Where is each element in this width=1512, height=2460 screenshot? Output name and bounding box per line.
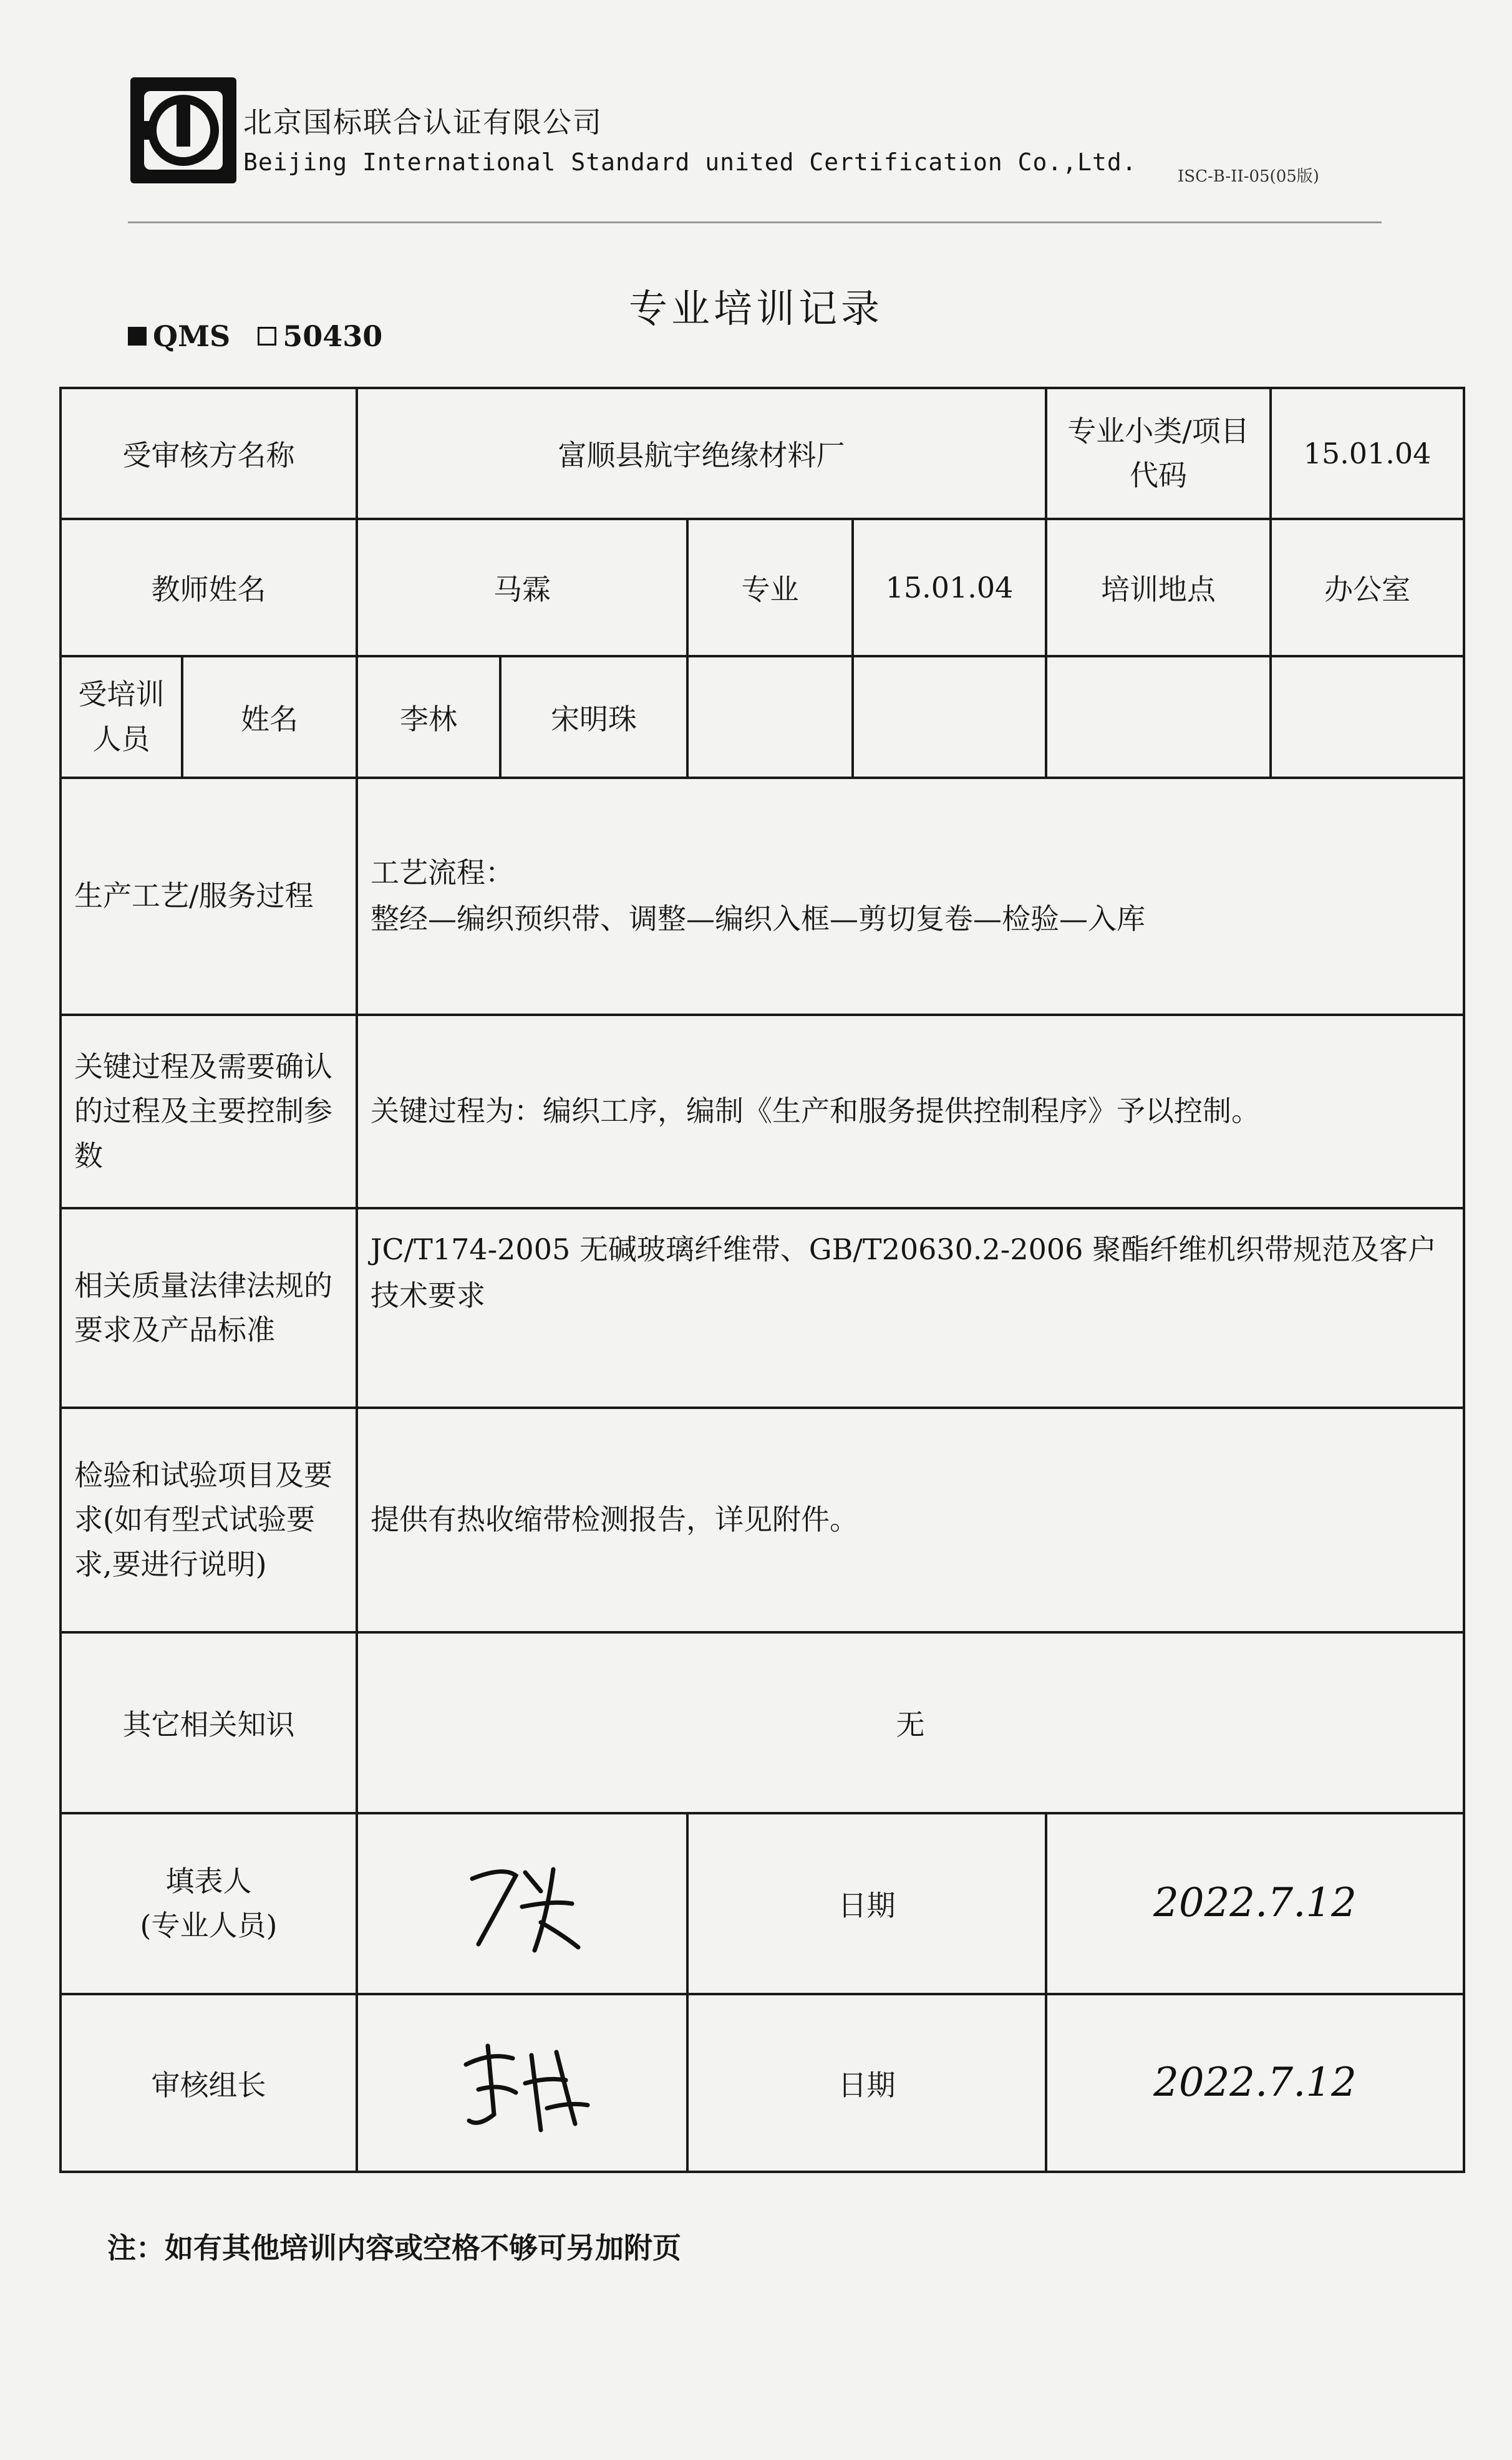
row-other — [61, 1632, 1464, 1813]
training-record-table — [59, 387, 1465, 2173]
row-process — [61, 778, 1464, 1015]
handwritten-signature-icon — [441, 2021, 603, 2146]
company-name-cn: 北京国标联合认证有限公司 — [243, 105, 603, 139]
key-process-value: 关键过程为：编织工序，编制《生产和服务提供控制程序》予以控制。 — [357, 1015, 1464, 1208]
date-value-1-cell — [1046, 1813, 1464, 1994]
other-knowledge-value: 无 — [357, 1632, 1464, 1813]
date-label-1: 日期 — [687, 1813, 1046, 1994]
row-leader — [61, 1994, 1464, 2172]
handwritten-date-1 — [1149, 1841, 1361, 1966]
trainee-2: 宋明珠 — [500, 656, 687, 778]
form-code: ISC-B-II-05(05版) — [1178, 167, 1319, 186]
row-teacher — [61, 519, 1464, 656]
handwritten-date-2 — [1149, 2021, 1361, 2146]
process-label: 生产工艺/服务过程 — [61, 778, 357, 1015]
filler-signature — [357, 1813, 687, 1994]
qms-checkbox — [128, 327, 147, 346]
name-label: 姓名 — [182, 656, 357, 778]
trainee-1: 李林 — [357, 656, 500, 778]
process-line-1: 工艺流程： — [371, 856, 514, 890]
filler-label — [61, 1813, 357, 1994]
row-laws — [61, 1208, 1464, 1408]
trainee-empty-3 — [1046, 656, 1271, 778]
laws-label: 相关质量法律法规的要求及产品标准 — [61, 1208, 357, 1408]
category-label: 专业小类/项目代码 — [1046, 388, 1271, 519]
company-logo — [128, 75, 239, 186]
key-process-label: 关键过程及需要确认的过程及主要控制参数 — [61, 1015, 357, 1208]
row-auditee — [61, 388, 1464, 519]
date-value-2: 2022.7.12 — [1153, 2059, 1357, 2106]
filler-label-line-1: 填表人 — [165, 1864, 252, 1898]
row-inspection — [61, 1408, 1464, 1632]
auditee-label: 受审核方名称 — [61, 388, 357, 519]
laws-value: JC/T174-2005 无碱玻璃纤维带、GB/T20630.2-2006 聚酯纤维机织带规范及客户技术要求 — [357, 1208, 1464, 1408]
major-value: 15.01.04 — [853, 519, 1046, 656]
50430-checkbox — [258, 327, 276, 346]
date-value-1: 2022.7.12 — [1153, 1880, 1357, 1926]
category-value: 15.01.04 — [1271, 388, 1464, 519]
row-key-process — [61, 1015, 1464, 1208]
location-value: 办公室 — [1271, 519, 1464, 656]
trainee-label: 受培训人员 — [61, 656, 182, 778]
row-filler — [61, 1813, 1464, 1994]
date-label-2: 日期 — [687, 1994, 1046, 2172]
process-value — [357, 778, 1464, 1015]
trainee-empty-2 — [853, 656, 1046, 778]
50430-label: 50430 — [283, 319, 383, 353]
inspection-label: 检验和试验项目及要求(如有型式试验要求,要进行说明) — [61, 1408, 357, 1632]
leader-label: 审核组长 — [61, 1994, 357, 2172]
teacher-value: 马霖 — [357, 519, 687, 656]
major-label: 专业 — [687, 519, 853, 656]
trainee-empty-1 — [687, 656, 853, 778]
qms-label: QMS — [153, 319, 231, 353]
inspection-value: 提供有热收缩带检测报告，详见附件。 — [357, 1408, 1464, 1632]
other-knowledge-label: 其它相关知识 — [61, 1632, 357, 1813]
location-label: 培训地点 — [1046, 519, 1271, 656]
document-title: 专业培训记录 — [628, 286, 883, 331]
company-name-en: Beijing International Standard united Certification Co.,Ltd. — [243, 148, 1137, 176]
footer-note: 注：如有其他培训内容或空格不够可另加附页 — [107, 2231, 681, 2265]
auditee-value: 富顺县航宇绝缘材料厂 — [357, 388, 1046, 519]
row-trainees — [61, 656, 1464, 778]
date-value-2-cell — [1046, 1994, 1464, 2172]
teacher-label: 教师姓名 — [61, 519, 357, 656]
trainee-empty-4 — [1271, 656, 1464, 778]
handwritten-signature-icon — [447, 1841, 597, 1966]
filler-label-line-2: (专业人员) — [140, 1909, 278, 1942]
leader-signature — [357, 1994, 687, 2172]
header-divider — [128, 221, 1382, 223]
standards-checkboxes — [128, 319, 382, 353]
process-line-2: 整经—编织预织带、调整—编织入框—剪切复卷—检验—入库 — [371, 902, 1145, 936]
